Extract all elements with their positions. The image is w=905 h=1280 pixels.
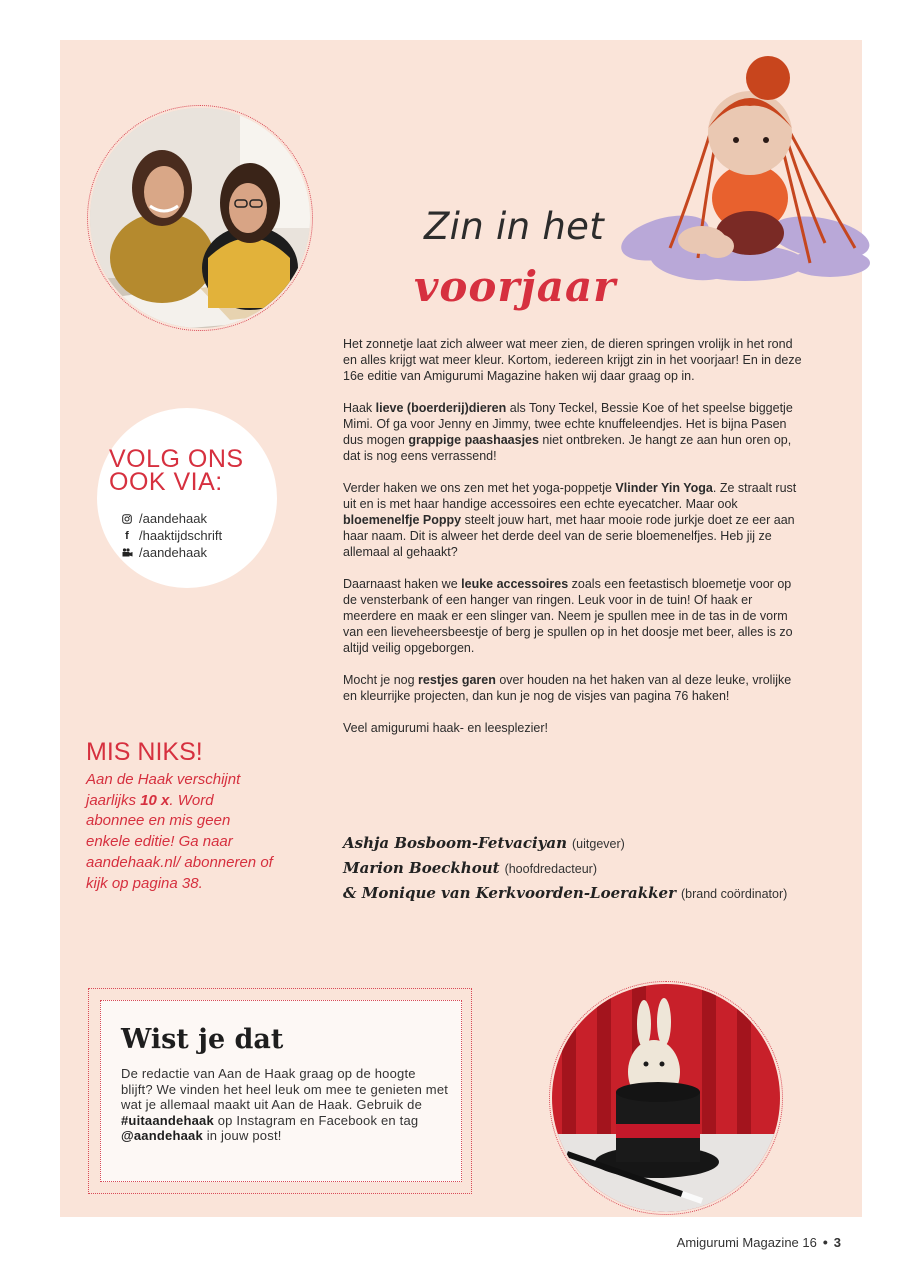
subscribe-title: MIS NIKS! (86, 738, 203, 766)
signature-row (343, 859, 787, 884)
social-link-label: /aandehaak (139, 545, 207, 560)
closing-line: Veel amigurumi haak- en leesplezier! (343, 721, 548, 735)
editors-photo-illustration (90, 108, 310, 328)
headline-line-2: voorjaar (414, 262, 617, 311)
headline-line-1: Zin in het (424, 205, 605, 248)
video-icon (121, 548, 133, 557)
paragraph-2: Haak lieve (boerderij)dieren als Tony Teckel, Bessie Koe of het speelse biggetje Mimi. Of ga voor Jenny en Jimmy, twee echte knuffeleendjes. Het is bijna Pasen dus mogen grappige paashaasjes niet ontbreken. Je hangt ze aan hun oren op, dat is nog eens verrassend! (343, 401, 793, 463)
social-link-facebook[interactable] (121, 527, 222, 544)
paragraph-1: Het zonnetje laat zich alweer wat meer zien, de dieren springen vrolijk in het rond en alles krijgt wat meer kleur. Kortom, iedereen krijgt zin in het voorjaar! En in deze 16e editie van Amigurumi Magazine haken wij daar graag op in. (343, 337, 802, 383)
follow-us-title (109, 445, 244, 496)
page-number: 3 (833, 1234, 841, 1250)
social-links-list (121, 510, 222, 561)
subscribe-text: Aan de Haak verschijnt jaarlijks 10 x. Word abonnee en mis geen enkele editie! Ga naar aandehaak.nl/ abonneren of kijk op pagina 38. (86, 771, 273, 892)
signature-role: (brand coördinator) (681, 887, 788, 901)
editors-photo (90, 108, 310, 328)
social-link-label: /haaktijdschrift (139, 528, 223, 543)
social-link-instagram[interactable] (121, 510, 222, 527)
paragraph-3: Verder haken we ons zen met het yoga-poppetje Vlinder Yin Yoga. Ze straalt rust uit en is met haar handige accessoires een echte eyecatcher. Maar ook bloemenelfje Poppy steelt jouw hart, met haar mooie rode jurkje doet ze eer aan haar naam. Dit is alweer het derde deel van de serie bloemenelfjes. Heb jij ze allemaal al gehaakt? (343, 481, 797, 559)
crochet-doll-image (620, 48, 875, 288)
signatures (343, 834, 787, 909)
signature-name: Marion Boeckhout (343, 859, 500, 877)
instagram-icon (121, 514, 133, 524)
page-footer (677, 1234, 841, 1250)
intro-article-body (343, 336, 805, 752)
hashtag: #uitaandehaak (121, 1112, 214, 1128)
paragraph-4: Daarnaast haken we leuke accessoires zoals een feetastisch bloemetje voor op de vensterbank of een hanger van ringen. Leuk voor in de tuin! Of haak er meerdere en maak er een slinger van. Neem je spullen mee in de tas in de vorm van een lieveheersbeestje of berg je spullen op in het doosje met beer, alles is zo altijd veilig opgeborgen. (343, 577, 793, 655)
follow-title-line-1: VOLG ONS (109, 445, 244, 473)
paragraph-5: Mocht je nog restjes garen over houden na het haken van al deze leuke, vrolijke en kleurrijke projecten, dan kun je nog de visjes van pagina 76 haken! (343, 673, 792, 703)
signature-row (343, 834, 787, 859)
follow-us-badge (97, 408, 277, 588)
did-you-know-text: De redactie van Aan de Haak graag op de hoogte blijft? We vinden het heel leuk om mee te genieten met wat je allemaal maakt uit Aan de Haak. Gebruik de #uitaandehaak op Instagram en Facebook en tag @aandehaak in jouw post! (121, 1066, 449, 1143)
instagram-handle: @aandehaak (121, 1128, 203, 1143)
signature-row (343, 884, 787, 909)
facebook-icon: f (125, 529, 129, 542)
magic-hat-bunny-photo (552, 984, 780, 1212)
social-link-video[interactable] (121, 544, 222, 561)
did-you-know-title: Wist je dat (121, 1024, 284, 1055)
signature-name: Ashja Bosboom-Fetvaciyan (343, 834, 567, 852)
follow-title-line-2: OOK VIA: (109, 468, 223, 496)
magic-hat-illustration (552, 984, 780, 1212)
signature-name: & Monique van Kerkvoorden-Loerakker (343, 884, 676, 902)
signature-role: (hoofdredacteur) (504, 862, 597, 876)
footer-magazine-title: Amigurumi Magazine 16 (676, 1234, 817, 1250)
social-link-label: /aandehaak (139, 511, 207, 526)
footer-separator: • (822, 1234, 828, 1250)
signature-role: (uitgever) (572, 837, 625, 851)
